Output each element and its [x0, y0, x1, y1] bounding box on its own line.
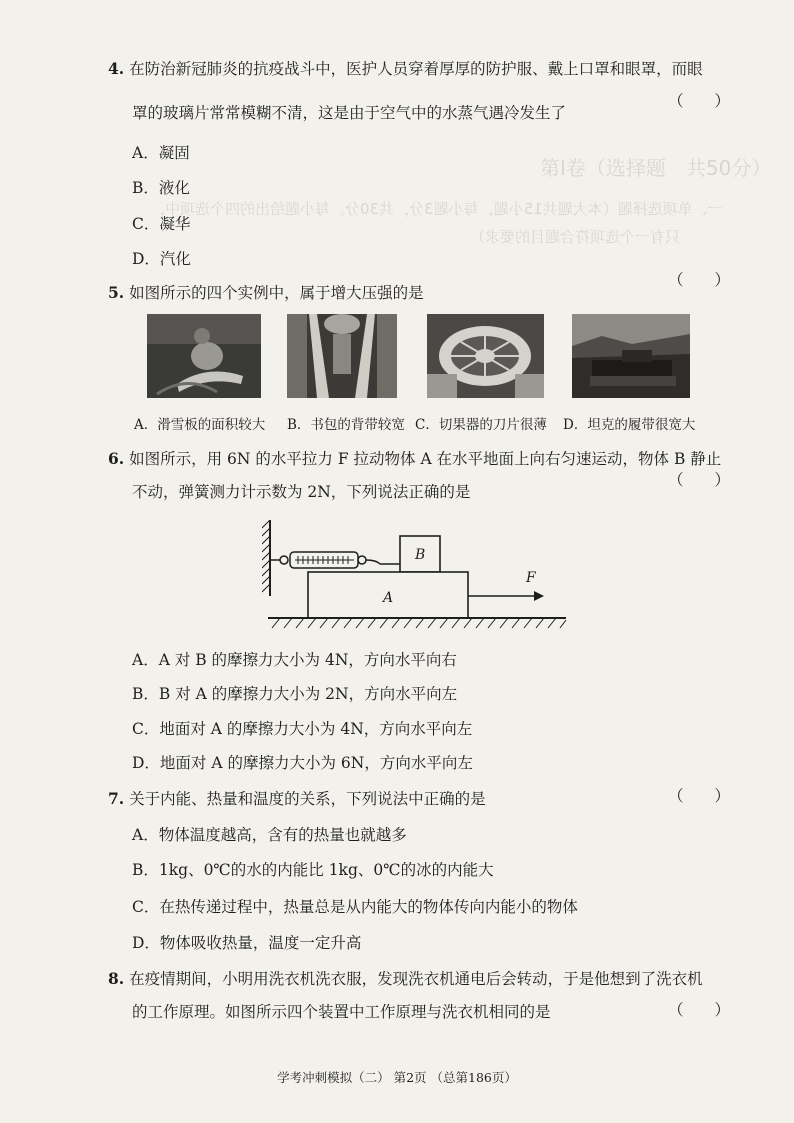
ground-hatching: [272, 618, 566, 628]
page-footer: 学考冲刺模拟（二） 第2页 （总第186页）: [277, 1070, 517, 1085]
question-text: 在疫情期间，小明用洗衣机洗衣服，发现洗衣机通电后会转动，于是他想到了洗衣机: [129, 970, 703, 988]
q4-option-a: A．凝固: [132, 144, 190, 162]
bleed-through-line: 只有一个选项符合题目的要求）: [470, 228, 681, 246]
force-label: F: [526, 570, 536, 586]
q4-option-c: C．凝华: [132, 215, 191, 233]
question-6-line-2: 不动，弹簧测力计示数为 2N，下列说法正确的是: [132, 483, 471, 501]
question-4-line-2: 罩的玻璃片常常模糊不清，这是由于空气中的水蒸气遇冷发生了: [132, 104, 567, 122]
answer-blank-5[interactable]: （ ）: [668, 271, 731, 289]
q7-option-c: C．在热传递过程中，热量总是从内能大的物体传向内能小的物体: [132, 898, 578, 916]
q6-option-c: C．地面对 A 的摩擦力大小为 4N，方向水平向左: [132, 720, 473, 738]
question-text: 如图所示，用 6N 的水平拉力 F 拉动物体 A 在水平地面上向右匀速运动，物体 B 静止: [129, 450, 722, 468]
answer-blank-4[interactable]: （ ）: [668, 92, 731, 110]
question-number: 7.: [108, 789, 125, 808]
answer-blank-7[interactable]: （ ）: [668, 787, 731, 805]
question-8-line-1: [108, 969, 703, 989]
block-b-label: B: [415, 547, 426, 563]
q4-option-b: B．液化: [132, 179, 190, 197]
question-text: 关于内能、热量和温度的关系，下列说法中正确的是: [129, 790, 486, 808]
question-6-line-1: [108, 449, 721, 469]
answer-blank-6[interactable]: （ ）: [668, 471, 731, 489]
question-number: 4.: [108, 59, 125, 78]
wall-hatching: [262, 520, 270, 592]
question-7-line-1: [108, 789, 486, 809]
question-number: 8.: [108, 969, 125, 988]
bleed-through-title: 第Ⅰ卷（选择题 共50分）: [540, 156, 772, 180]
force-arrowhead: [534, 591, 544, 601]
bleed-through-line: 一、单项选择题（本大题共15小题，每小题3分，共30分。每小题给出的四个选项中，: [150, 200, 723, 218]
q6-option-d: D．地面对 A 的摩擦力大小为 6N，方向水平向左: [132, 754, 473, 772]
question-8-line-2: 的工作原理。如图所示四个装置中工作原理与洗衣机相同的是: [132, 1003, 551, 1021]
q5-option-a: A．滑雪板的面积较大: [134, 417, 266, 433]
friction-diagram: [262, 520, 572, 642]
q6-option-b: B．B 对 A 的摩擦力大小为 2N，方向水平向左: [132, 685, 458, 703]
snowboard-photo: [147, 314, 261, 398]
fruit-cutter-photo: [427, 314, 544, 398]
question-5-line-1: [108, 283, 424, 303]
question-number: 6.: [108, 449, 125, 468]
q7-option-d: D．物体吸收热量，温度一定升高: [132, 934, 362, 952]
tank-photo: [572, 314, 690, 398]
q5-option-b: B．书包的背带较宽: [287, 417, 405, 433]
question-text: 在防治新冠肺炎的抗疫战斗中，医护人员穿着厚厚的防护服、戴上口罩和眼罩，而眼: [129, 60, 703, 78]
answer-blank-8[interactable]: （ ）: [668, 1001, 731, 1019]
question-text: 如图所示的四个实例中，属于增大压强的是: [129, 284, 424, 302]
question-number: 5.: [108, 283, 125, 302]
q5-option-d: D．坦克的履带很宽大: [563, 417, 696, 433]
q4-option-d: D．汽化: [132, 250, 191, 268]
q7-option-b: B．1kg、0℃的水的内能比 1kg、0℃的冰的内能大: [132, 861, 494, 879]
q7-option-a: A．物体温度越高，含有的热量也就越多: [132, 826, 407, 844]
q5-option-c: C．切果器的刀片很薄: [415, 417, 547, 433]
question-4-line-1: [108, 59, 703, 79]
backpack-photo: [287, 314, 397, 398]
q6-option-a: A．A 对 B 的摩擦力大小为 4N，方向水平向右: [132, 651, 457, 669]
block-a-label: A: [383, 590, 394, 606]
